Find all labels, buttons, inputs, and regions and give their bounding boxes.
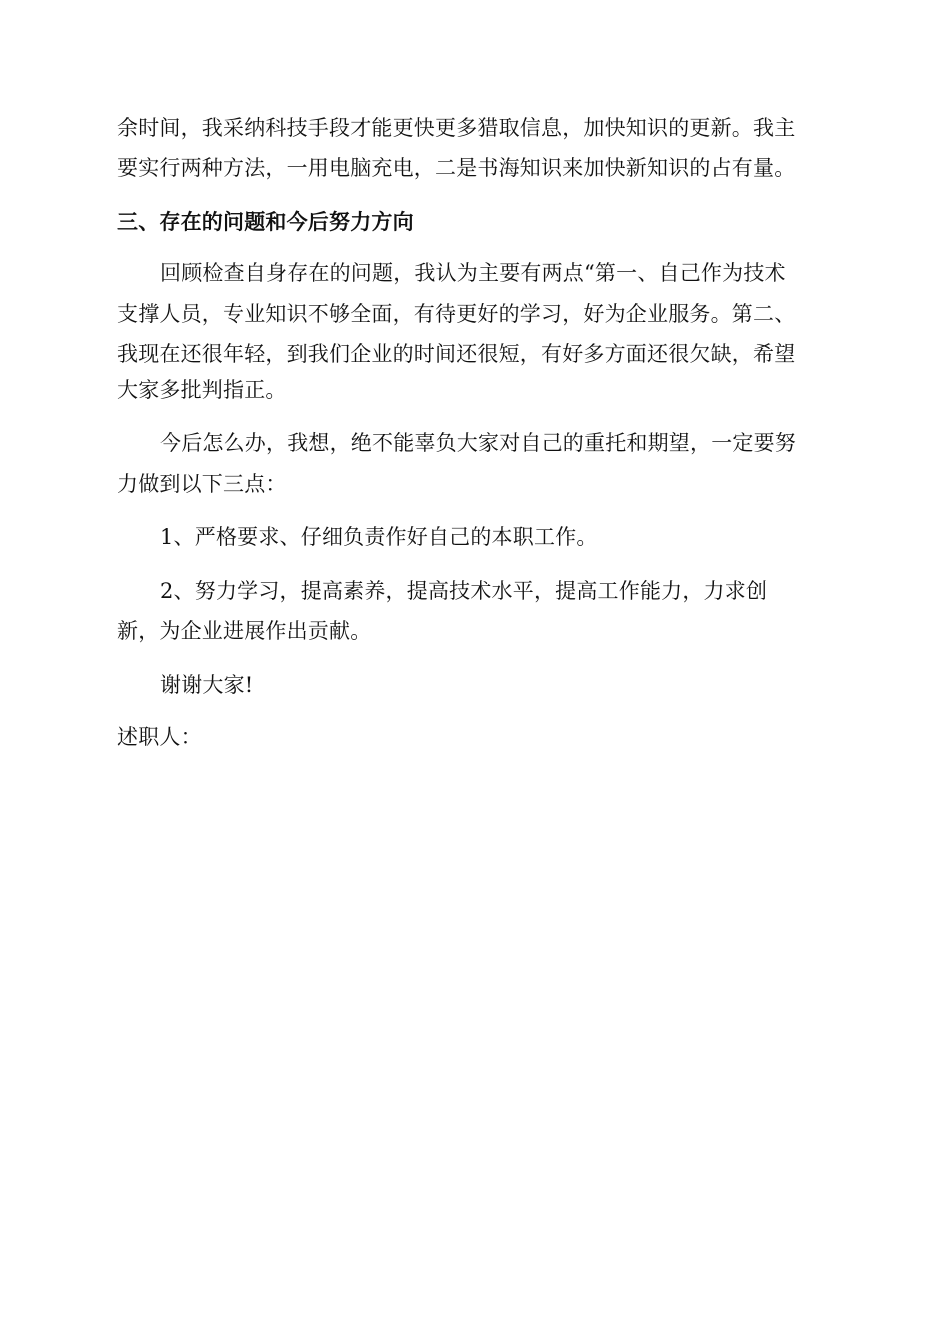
paragraph-line: 回顾检查自身存在的问题，我认为主要有两点“第一、自己作为技术 <box>160 261 786 285</box>
paragraph-line: 大家多批判指正。 <box>117 378 287 402</box>
paragraph-line: 今后怎么办，我想，绝不能辜负大家对自己的重托和期望，一定要努 <box>160 431 796 455</box>
paragraph-line: 余时间，我采纳科技手段才能更快更多猎取信息，加快知识的更新。我主 <box>117 116 796 140</box>
list-item: 2、努力学习，提高素养，提高技术水平，提高工作能力，力求创 <box>160 579 768 603</box>
signature-label: 述职人： <box>117 725 202 749</box>
list-item: 1、严格要求、仔细负责作好自己的本职工作。 <box>160 525 598 549</box>
paragraph-line: 要实行两种方法，一用电脑充电，二是书海知识来加快新知识的占有量。 <box>117 156 796 180</box>
closing-thanks: 谢谢大家! <box>160 673 254 697</box>
list-item-continuation: 新，为企业进展作出贡献。 <box>117 619 372 643</box>
paragraph-line: 我现在还很年轻，到我们企业的时间还很短，有好多方面还很欠缺，希望 <box>117 342 796 366</box>
paragraph-line: 力做到以下三点： <box>117 472 287 496</box>
paragraph-line: 支撑人员，专业知识不够全面，有待更好的学习，好为企业服务。第二、 <box>117 302 796 326</box>
section-heading: 三、存在的问题和今后努力方向 <box>117 210 414 234</box>
